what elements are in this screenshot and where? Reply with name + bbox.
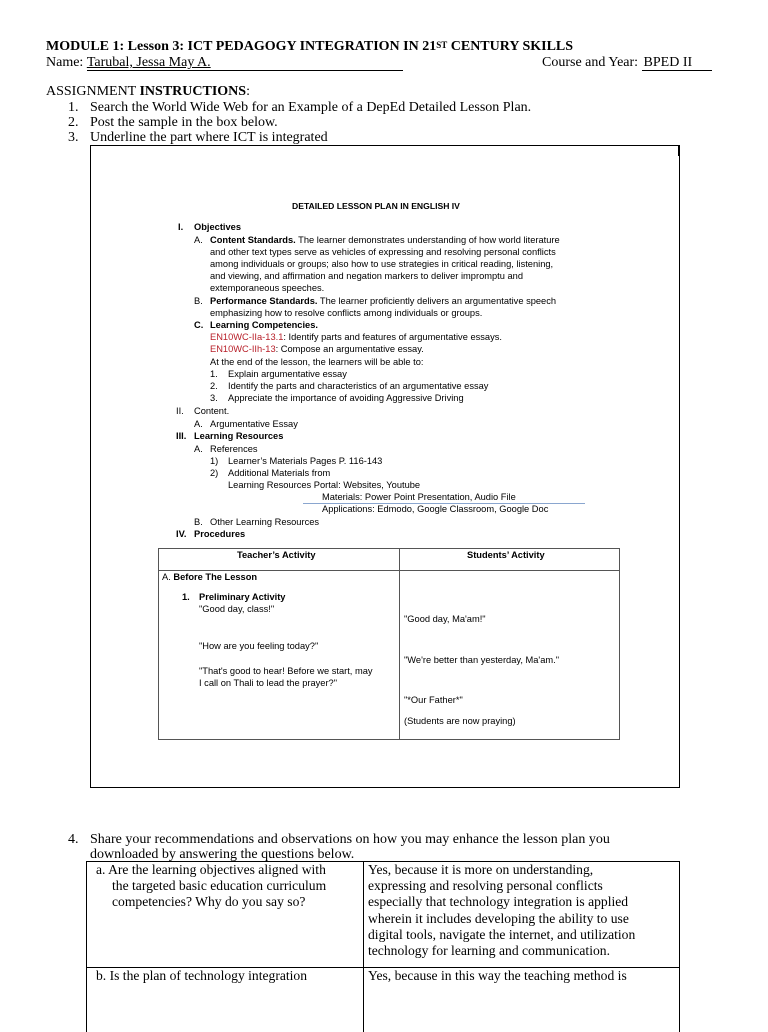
item-number: 3. xyxy=(68,130,79,145)
student-line: "We're better than yesterday, Ma'am." xyxy=(404,655,560,665)
instruction-item xyxy=(68,100,532,116)
teacher-activity-header: Teacher’s Activity xyxy=(237,550,316,560)
question-line: b. Is the plan of technology integration xyxy=(96,968,308,983)
other-resources: Other Learning Resources xyxy=(210,517,320,527)
answer-line: expressing and resolving personal conflicts xyxy=(368,878,603,894)
name-label: Name: xyxy=(46,55,84,70)
instruction-item xyxy=(68,130,328,146)
reference-num: 2) xyxy=(210,468,219,478)
competency-item-num: 3. xyxy=(210,393,218,403)
teacher-line: "Good day, class!" xyxy=(199,604,275,614)
content-heading xyxy=(194,405,229,417)
content-standards-line: The learner demonstrates understanding of how world literature xyxy=(295,235,560,245)
content-standards-letter: A. xyxy=(194,235,203,245)
title-main: MODULE 1: Lesson 3: ICT PEDAGOGY INTEGRATION IN 21 xyxy=(46,39,437,54)
procedures-num: IV. xyxy=(176,529,187,539)
answer-b xyxy=(368,968,627,984)
ict-applications: Applications: Edmodo, Google Classroom, Google Doc xyxy=(322,504,549,514)
question-line: the targeted basic education curriculum xyxy=(112,878,327,894)
instruction-item xyxy=(68,115,278,131)
content-standards-line: extemporaneous speeches. xyxy=(210,283,325,293)
course-row xyxy=(542,55,712,71)
content-a-text: Argumentative Essay xyxy=(210,419,298,429)
box-corner-mark xyxy=(669,145,679,156)
reference-item: Learner’s Materials Pages P. 116-143 xyxy=(228,456,383,466)
course-value xyxy=(642,56,712,71)
item-text: Search the World Wide Web for an Example of a DepEd Detailed Lesson Plan. xyxy=(90,100,532,115)
item-number: 2. xyxy=(68,115,79,130)
answer-line: wherein it includes developing the ability to use xyxy=(368,910,629,926)
student-line: "*Our Father*" xyxy=(404,695,463,705)
item4-line: downloaded by answering the questions below. xyxy=(90,847,355,862)
competency-line xyxy=(210,343,424,355)
competency-item: Explain argumentative essay xyxy=(228,369,347,379)
performance-standards xyxy=(210,295,556,307)
answer-a xyxy=(368,862,635,959)
ict-materials: Materials: Power Point Presentation, Audio File xyxy=(322,492,516,502)
students-activity-header: Students’ Activity xyxy=(467,550,545,560)
item-number: 1. xyxy=(68,100,79,115)
assignment-label: ASSIGNMENT xyxy=(46,84,136,99)
question-a xyxy=(96,862,326,911)
content-standards-label: Content Standards. xyxy=(210,235,296,245)
content-standards-line: and other text types serve as vehicles of expressing and resolving personal conflicts xyxy=(210,247,556,257)
answer-line: Yes, because in this way the teaching method is xyxy=(368,968,627,983)
table-subsection: Preliminary Activity xyxy=(199,592,286,602)
other-resources-letter: B. xyxy=(194,517,203,527)
section-letter: A. xyxy=(162,572,171,582)
answer-line: especially that technology integration is applied xyxy=(368,894,629,910)
item4-line: Share your recommendations and observations on how you may enhance the lesson plan you xyxy=(90,832,610,847)
learning-competencies-label: Learning Competencies. xyxy=(210,320,318,330)
lesson-plan-title: DETAILED LESSON PLAN IN ENGLISH IV xyxy=(292,201,460,211)
content-standards-line: and viewing, and affirmation and negation markers to deliver impromptu and xyxy=(210,271,523,281)
resources-num: III. xyxy=(176,431,187,441)
student-line: (Students are now praying) xyxy=(404,716,516,726)
content-num: II. xyxy=(176,406,184,416)
competency-item: Appreciate the importance of avoiding Aggressive Driving xyxy=(228,393,464,403)
resources-portal: Learning Resources Portal: Websites, Youtube xyxy=(228,480,421,490)
section-title: Before The Lesson xyxy=(173,572,258,582)
competency-text: : Compose an argumentative essay. xyxy=(275,344,424,354)
objectives-heading: Objectives xyxy=(194,222,242,232)
course-label: Course and Year: xyxy=(542,55,639,70)
competency-item-num: 1. xyxy=(210,369,218,379)
procedures-heading: Procedures xyxy=(194,529,246,539)
name-value-text: Tarubal, Jessa May A. xyxy=(86,55,211,70)
reference-num: 1) xyxy=(210,456,219,466)
table-divider xyxy=(363,862,364,1032)
title-suffix: CENTURY SKILLS xyxy=(447,39,574,54)
competency-item-num: 2. xyxy=(210,381,218,391)
performance-standards-label: Performance Standards. xyxy=(210,296,318,306)
competency-line xyxy=(210,331,502,343)
competency-code: EN10WC-IIa-13.1 xyxy=(210,332,284,342)
table-sub-num: 1. xyxy=(182,592,190,602)
instructions-colon: : xyxy=(246,84,250,99)
competency-code: EN10WC-IIh-13 xyxy=(210,344,276,354)
references-label: References xyxy=(210,444,258,454)
title-superscript: ST xyxy=(436,40,448,50)
item-text: Post the sample in the box below. xyxy=(90,115,278,130)
performance-standards-line: emphasizing how to resolve conflicts among individuals or groups. xyxy=(210,308,483,318)
table-divider xyxy=(399,549,400,739)
item4-number: 4. xyxy=(68,832,79,847)
content-a-letter: A. xyxy=(194,419,203,429)
competency-text: : Identify parts and features of argumentative essays. xyxy=(283,332,502,342)
name-value xyxy=(87,56,403,71)
instructions-label: INSTRUCTIONS xyxy=(139,84,247,99)
answer-line: digital tools, navigate the internet, and utilization xyxy=(368,926,636,942)
performance-standards-line: The learner proficiently delivers an argumentative speech xyxy=(317,296,557,306)
objectives-num: I. xyxy=(178,222,184,232)
answer-line: technology for learning and communication. xyxy=(368,943,610,959)
name-row xyxy=(46,55,403,71)
table-section xyxy=(162,571,257,583)
teacher-line: "How are you feeling today?" xyxy=(199,641,319,651)
question-b xyxy=(96,968,307,984)
page-title xyxy=(46,39,573,55)
resources-heading: Learning Resources xyxy=(194,431,284,441)
learning-competencies-letter: C. xyxy=(194,320,204,330)
item-text: Underline the part where ICT is integrated xyxy=(90,130,328,145)
reference-item: Additional Materials from xyxy=(228,468,331,478)
content-period: . xyxy=(226,406,230,416)
competency-intro: At the end of the lesson, the learners will be able to: xyxy=(210,357,424,367)
student-line: "Good day, Ma'am!" xyxy=(404,614,486,624)
assignment-heading xyxy=(46,84,250,100)
question-line: a. Are the learning objectives aligned with xyxy=(96,862,326,877)
content-standards-line: among individuals or groups; also how to use strategies in critical reading, listening, xyxy=(210,259,554,269)
answer-line: Yes, because it is more on understanding, xyxy=(368,862,594,877)
content-standards xyxy=(210,234,560,246)
course-value-text: BPED II xyxy=(643,55,693,70)
references-letter: A. xyxy=(194,444,203,454)
competency-item: Identify the parts and characteristics of an argumentative essay xyxy=(228,381,489,391)
teacher-line: I call on Thali to lead the prayer?" xyxy=(199,678,338,688)
performance-standards-letter: B. xyxy=(194,296,203,306)
teacher-line: "That's good to hear! Before we start, may xyxy=(199,666,373,676)
question-line: competencies? Why do you say so? xyxy=(112,894,306,910)
content-label: Content xyxy=(194,406,227,416)
